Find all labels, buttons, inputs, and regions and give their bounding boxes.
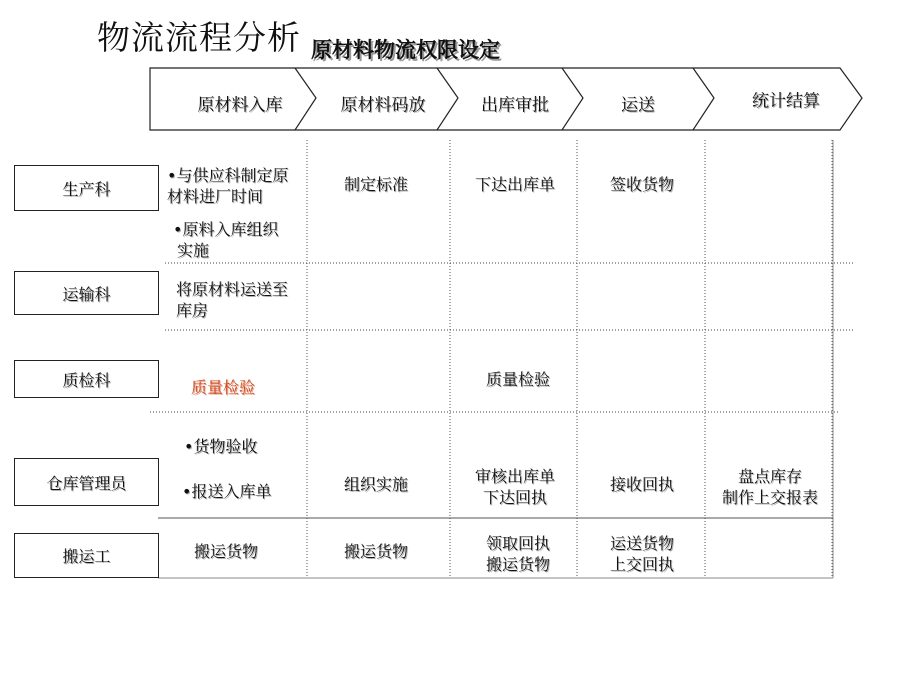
transport-col1-line1: 将原材料运送至 bbox=[176, 280, 289, 299]
warehouse-col1-item1: •货物验收 bbox=[184, 437, 258, 456]
step-raw-material-stacking: 原材料码放 bbox=[340, 95, 426, 116]
role-warehouse: 仓库管理员 bbox=[14, 458, 159, 506]
production-col2: 制定标准 bbox=[343, 175, 409, 194]
production-col1-item1-line1: •与供应科制定原 bbox=[167, 166, 289, 185]
porter-col2: 搬运货物 bbox=[343, 542, 409, 561]
porter-col4 bbox=[610, 533, 674, 575]
warehouse-col1-item2: •报送入库单 bbox=[182, 482, 272, 501]
page-subtitle: 原材料物流权限设定 bbox=[311, 38, 500, 62]
step-delivery: 运送 bbox=[621, 95, 655, 116]
step-outbound-approval: 出库审批 bbox=[481, 95, 549, 116]
porter-col3-line2: 搬运货物 bbox=[485, 555, 551, 574]
production-col1-item1 bbox=[167, 165, 288, 207]
porter-col3 bbox=[486, 533, 550, 575]
warehouse-col3-line2: 下达回执 bbox=[482, 488, 548, 507]
production-col4: 签收货物 bbox=[609, 175, 675, 194]
quality-col3: 质量检验 bbox=[485, 370, 551, 389]
production-col1-item2-line2: 实施 bbox=[177, 241, 210, 260]
warehouse-col3 bbox=[475, 466, 555, 508]
warehouse-col5-line2: 制作上交报表 bbox=[721, 488, 819, 507]
warehouse-col4: 接收回执 bbox=[609, 475, 675, 494]
porter-col3-line1: 领取回执 bbox=[485, 534, 551, 553]
transport-col1 bbox=[176, 279, 288, 321]
page-title: 物流流程分析 bbox=[97, 18, 301, 57]
role-production: 生产科 bbox=[14, 165, 159, 211]
production-col1-item2-line1: •原料入库组织 bbox=[173, 220, 279, 239]
production-col1-item2 bbox=[173, 219, 278, 261]
quality-col1: 质量检验 bbox=[191, 378, 256, 397]
porter-col4-line2: 上交回执 bbox=[609, 555, 675, 574]
porter-col1: 搬运货物 bbox=[193, 542, 259, 561]
production-col3: 下达出库单 bbox=[474, 175, 556, 194]
warehouse-col5-line1: 盘点库存 bbox=[737, 467, 803, 486]
porter-col4-line1: 运送货物 bbox=[609, 534, 675, 553]
role-porter: 搬运工 bbox=[14, 533, 159, 578]
transport-col1-line2: 库房 bbox=[176, 301, 209, 320]
warehouse-col3-line1: 审核出库单 bbox=[474, 467, 556, 486]
role-transport: 运输科 bbox=[14, 271, 159, 315]
production-col1-item1-line2: 材料进厂时间 bbox=[167, 187, 264, 206]
role-quality: 质检科 bbox=[14, 360, 159, 398]
warehouse-col5 bbox=[722, 466, 818, 508]
warehouse-col2: 组织实施 bbox=[343, 475, 409, 494]
step-settlement: 统计结算 bbox=[752, 91, 820, 112]
step-raw-material-inbound: 原材料入库 bbox=[197, 95, 283, 116]
